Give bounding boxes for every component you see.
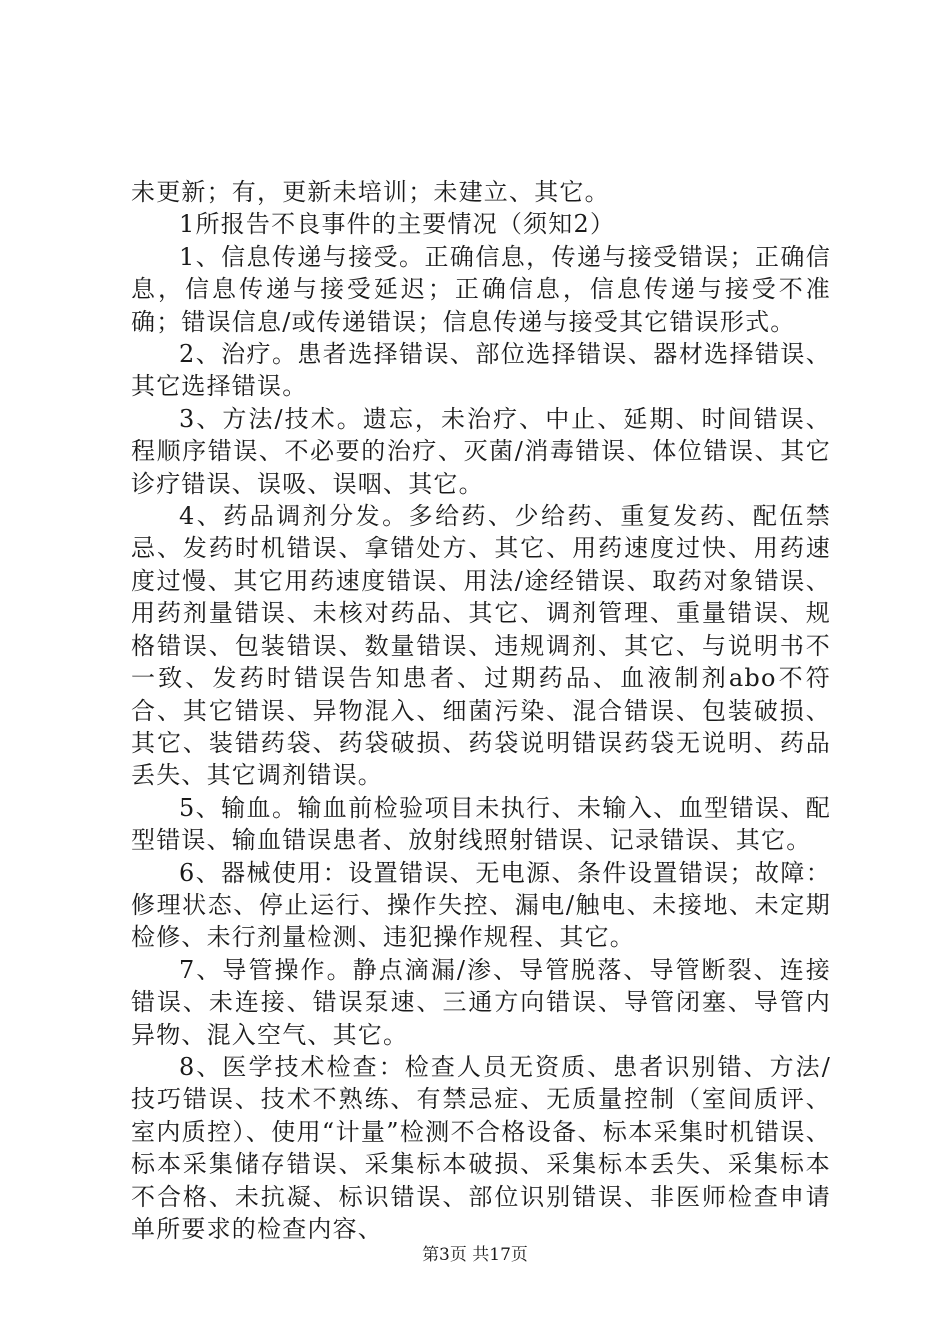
paragraph-item-5: 5、输血。输血前检验项目未执行、未输入、血型错误、配型错误、输血错误患者、放射线照射错误、记录错误、其它。 [131, 793, 831, 855]
paragraph-item-8: 8、医学技术检查：检查人员无资质、患者识别错、方法/技巧错误、技术不熟练、有禁忌症、无质量控制（室间质评、室内质控）、使用“计量”检测不合格设备、标本采集时机错误、标本采集储存错误、采集标本破损、采集标本丢失、采集标本不合格、未抗凝、标识错误、部位识别错误、非医师检查申请单所要求的检查内容、 [131, 1052, 831, 1243]
paragraph-heading: 1所报告不良事件的主要情况（须知2） [179, 210, 616, 239]
page-footer [0, 1244, 950, 1266]
paragraph-continuation: 未更新；有，更新未培训；未建立、其它。 [131, 178, 610, 206]
paragraph-item-4: 4、药品调剂分发。多给药、少给药、重复发药、配伍禁忌、发药时机错误、拿错处方、其它、用药速度过快、用药速度过慢、其它用药速度错误、用法/途经错误、取药对象错误、用药剂量错误、未核对药品、其它、调剂管理、重量错误、规格错误、包装错误、数量错误、违规调剂、其它、与说明书不一致、发药时错误告知患者、过期药品、血液制剂abo不符合、其它错误、异物混入、细菌污染、混合错误、包装破损、其它、装错药袋、药袋破损、药袋说明错误药袋无说明、药品丢失、其它调剂错误。 [131, 502, 831, 790]
paragraph-item-7: 7、导管操作。静点滴漏/渗、导管脱落、导管断裂、连接错误、未连接、错误泵速、三通方向错误、导管闭塞、导管内异物、混入空气、其它。 [131, 955, 831, 1049]
paragraph-item-6: 6、器械使用：设置错误、无电源、条件设置错误；故障：修理状态、停止运行、操作失控、漏电/触电、未接地、未定期检修、未行剂量检测、违犯操作规程、其它。 [131, 858, 831, 952]
paragraph-item-3: 3、方法/技术。遗忘，未治疗、中止、延期、时间错误、程顺序错误、不必要的治疗、灭菌/消毒错误、体位错误、其它诊疗错误、误吸、误咽、其它。 [131, 404, 831, 498]
paragraph-item-1: 1、信息传递与接受。正确信息，传递与接受错误；正确信息，信息传递与接受延迟；正确信息，信息传递与接受不准确；错误信息/或传递错误；信息传递与接受其它错误形式。 [131, 242, 831, 336]
page-number-label: 第3页 共17页 [422, 1245, 528, 1265]
paragraph-item-2: 2、治疗。患者选择错误、部位选择错误、器材选择错误、其它选择错误。 [131, 340, 831, 401]
document-body [131, 176, 831, 1245]
